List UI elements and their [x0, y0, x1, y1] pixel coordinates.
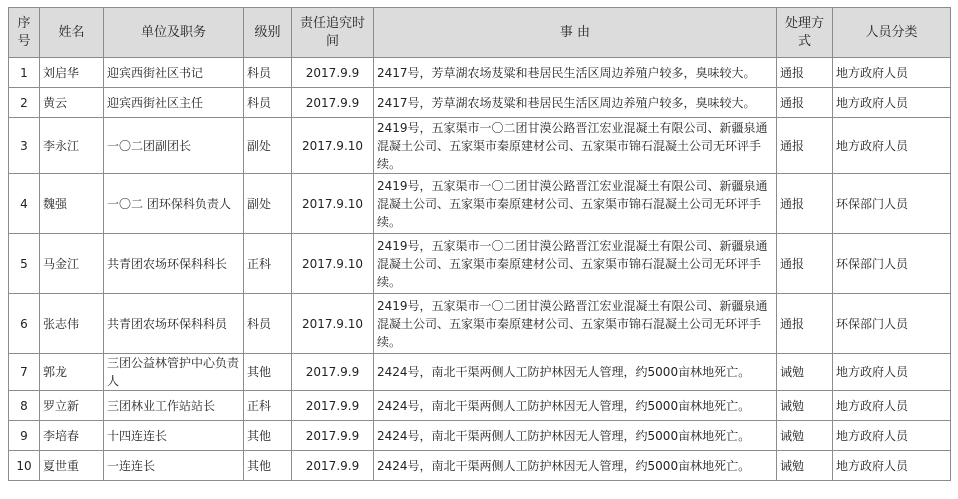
cell-method: 通报: [777, 174, 833, 234]
cell-reason: 2417号，芳草湖农场芨粱和巷居民生活区周边养殖户较多，臭味较大。: [374, 58, 777, 88]
cell-unit: 迎宾西街社区主任: [104, 88, 244, 118]
table-row: [9, 354, 951, 391]
accountability-table-wrapper: [8, 7, 951, 481]
cell-unit: 一〇二 团环保科负责人: [104, 174, 244, 234]
cell-level: 科员: [244, 88, 292, 118]
cell-no: 7: [9, 354, 40, 391]
cell-category: 地方政府人员: [833, 58, 951, 88]
cell-name: 郭龙: [40, 354, 104, 391]
cell-method: 通报: [777, 58, 833, 88]
cell-reason-wrapper: [374, 294, 777, 354]
cell-category: 环保部门人员: [833, 174, 951, 234]
cell-level: 副处: [244, 118, 292, 174]
cell-date: 2017.9.10: [292, 234, 374, 294]
cell-date: 2017.9.9: [292, 451, 374, 481]
cell-no: 5: [9, 234, 40, 294]
table-row: [9, 88, 951, 118]
cell-no: 4: [9, 174, 40, 234]
cell-category: 环保部门人员: [833, 294, 951, 354]
table-row: [9, 391, 951, 421]
cell-reason: 2419号，五家渠市一〇二团甘漠公路晋江宏业混凝土有限公司、新疆泉通混凝土公司、五家渠市秦原建材公司、五家渠市锦石混凝土公司无环评手续。: [377, 299, 768, 349]
cell-method: 诫勉: [777, 391, 833, 421]
cell-reason: 2424号，南北干渠两侧人工防护林因无人管理，约5000亩林地死亡。: [374, 421, 777, 451]
cell-category: 地方政府人员: [833, 451, 951, 481]
cell-unit: 一〇二团副团长: [104, 118, 244, 174]
cell-unit: 共青团农场环保科科长: [104, 234, 244, 294]
cell-unit: 迎宾西街社区书记: [104, 58, 244, 88]
cell-level: 正科: [244, 234, 292, 294]
header-category: 人员分类: [833, 8, 951, 58]
cell-name: 夏世重: [40, 451, 104, 481]
cell-date: 2017.9.10: [292, 294, 374, 354]
cell-unit: 共青团农场环保科科员: [104, 294, 244, 354]
table-row: [9, 421, 951, 451]
cell-reason: 2419号，五家渠市一〇二团甘漠公路晋江宏业混凝土有限公司、新疆泉通混凝土公司、五家渠市秦原建材公司、五家渠市锦石混凝土公司无环评手续。: [374, 118, 777, 174]
cell-name: 刘启华: [40, 58, 104, 88]
cell-reason-wrapper: [374, 234, 777, 294]
table-row: [9, 174, 951, 234]
cell-reason: 2424号，南北干渠两侧人工防护林因无人管理，约5000亩林地死亡。: [374, 391, 777, 421]
header-method: 处理方式: [777, 8, 833, 58]
cell-level: 副处: [244, 174, 292, 234]
cell-no: 6: [9, 294, 40, 354]
cell-no: 10: [9, 451, 40, 481]
cell-level: 科员: [244, 294, 292, 354]
cell-method: 通报: [777, 234, 833, 294]
header-no: 序号: [9, 8, 40, 58]
table-header-row: [9, 8, 951, 58]
header-name: 姓名: [40, 8, 104, 58]
cell-method: 通报: [777, 88, 833, 118]
cell-level: 正科: [244, 391, 292, 421]
accountability-table: [8, 7, 951, 481]
cell-date: 2017.9.9: [292, 58, 374, 88]
cell-method: 通报: [777, 294, 833, 354]
cell-no: 9: [9, 421, 40, 451]
cell-reason: 2424号，南北干渠两侧人工防护林因无人管理，约5000亩林地死亡。: [374, 451, 777, 481]
cell-unit: 一连连长: [104, 451, 244, 481]
cell-category: 地方政府人员: [833, 421, 951, 451]
cell-level: 其他: [244, 354, 292, 391]
cell-name: 黄云: [40, 88, 104, 118]
cell-category: 地方政府人员: [833, 118, 951, 174]
cell-method: 诫勉: [777, 421, 833, 451]
header-level: 级别: [244, 8, 292, 58]
cell-level: 其他: [244, 421, 292, 451]
header-reason: 事 由: [374, 8, 777, 58]
table-row: [9, 294, 951, 354]
table-row: [9, 234, 951, 294]
cell-category: 地方政府人员: [833, 391, 951, 421]
table-row: [9, 58, 951, 88]
cell-no: 3: [9, 118, 40, 174]
cell-name: 罗立新: [40, 391, 104, 421]
cell-category: 地方政府人员: [833, 354, 951, 391]
cell-unit: 三团公益林管护中心负责人: [104, 354, 244, 391]
cell-reason-wrapper: [374, 174, 777, 234]
cell-unit: 十四连连长: [104, 421, 244, 451]
cell-reason: 2419号，五家渠市一〇二团甘漠公路晋江宏业混凝土有限公司、新疆泉通混凝土公司、五家渠市秦原建材公司、五家渠市锦石混凝土公司无环评手续。: [377, 239, 768, 289]
cell-category: 环保部门人员: [833, 234, 951, 294]
cell-level: 科员: [244, 58, 292, 88]
cell-method: 通报: [777, 118, 833, 174]
cell-name: 张志伟: [40, 294, 104, 354]
cell-reason: 2417号，芳草湖农场芨粱和巷居民生活区周边养殖户较多，臭味较大。: [374, 88, 777, 118]
cell-no: 2: [9, 88, 40, 118]
cell-name: 魏强: [40, 174, 104, 234]
cell-level: 其他: [244, 451, 292, 481]
cell-date: 2017.9.10: [292, 118, 374, 174]
cell-method: 诫勉: [777, 354, 833, 391]
header-unit: 单位及职务: [104, 8, 244, 58]
cell-reason: 2424号，南北干渠两侧人工防护林因无人管理，约5000亩林地死亡。: [374, 354, 777, 391]
header-date: 责任追究时间: [292, 8, 374, 58]
cell-date: 2017.9.9: [292, 354, 374, 391]
cell-reason: 2419号，五家渠市一〇二团甘漠公路晋江宏业混凝土有限公司、新疆泉通混凝土公司、五家渠市秦原建材公司、五家渠市锦石混凝土公司无环评手续。: [377, 179, 768, 229]
cell-date: 2017.9.9: [292, 421, 374, 451]
cell-name: 李培春: [40, 421, 104, 451]
cell-method: 诫勉: [777, 451, 833, 481]
table-row: [9, 451, 951, 481]
table-row: [9, 118, 951, 174]
cell-unit: 三团林业工作站站长: [104, 391, 244, 421]
cell-no: 1: [9, 58, 40, 88]
cell-name: 马金江: [40, 234, 104, 294]
cell-date: 2017.9.9: [292, 88, 374, 118]
cell-name: 李永江: [40, 118, 104, 174]
cell-date: 2017.9.9: [292, 391, 374, 421]
cell-no: 8: [9, 391, 40, 421]
cell-date: 2017.9.10: [292, 174, 374, 234]
cell-category: 地方政府人员: [833, 88, 951, 118]
